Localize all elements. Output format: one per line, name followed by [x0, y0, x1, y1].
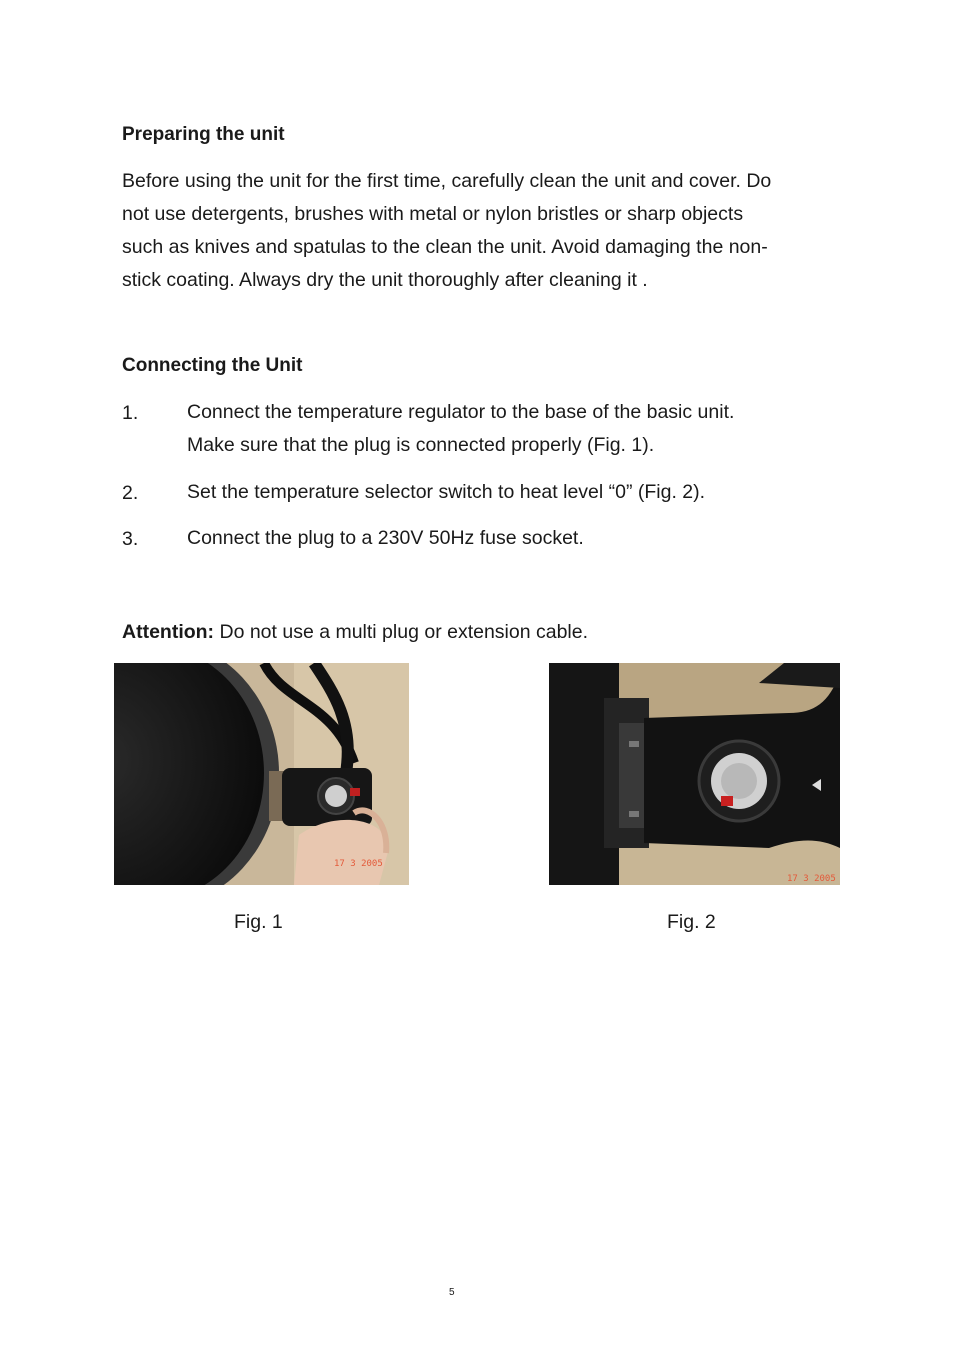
step-line: Set the temperature selector switch to heat level “0” (Fig. 2).	[187, 481, 706, 503]
paragraph-line: stick coating. Always dry the unit thoroughly after cleaning it .	[122, 269, 648, 291]
paragraph-line: such as knives and spatulas to the clean the unit. Avoid damaging the non-	[122, 236, 768, 258]
step-number: 1.	[122, 402, 139, 424]
figure-1-photo	[114, 663, 409, 885]
step-text	[187, 522, 867, 555]
attention-text: Do not use a multi plug or extension cable.	[214, 621, 589, 643]
step-number: 3.	[122, 528, 139, 550]
step-text	[187, 476, 867, 509]
step-number: 2.	[122, 482, 139, 504]
date-stamp: 17 3 2005	[334, 859, 383, 869]
paragraph-preparing	[122, 165, 862, 297]
figure-2-caption: Fig. 2	[667, 911, 716, 933]
step-line: Make sure that the plug is connected properly (Fig. 1).	[187, 434, 655, 456]
step-line: Connect the temperature regulator to the base of the basic unit.	[187, 401, 735, 423]
page-number: 5	[449, 1287, 455, 1298]
date-stamp: 17 3 2005	[787, 874, 836, 884]
paragraph-line: Before using the unit for the first time, carefully clean the unit and cover. Do	[122, 170, 772, 192]
section-heading-preparing: Preparing the unit	[122, 124, 285, 145]
paragraph-line: not use detergents, brushes with metal or nylon bristles or sharp objects	[122, 203, 744, 225]
attention-label: Attention:	[122, 621, 215, 643]
step-line: Connect the plug to a 230V 50Hz fuse socket.	[187, 527, 584, 549]
figure-2-photo	[549, 663, 840, 885]
section-heading-connecting: Connecting the Unit	[122, 355, 303, 376]
attention-note	[122, 616, 588, 649]
figure-1-caption: Fig. 1	[234, 911, 283, 933]
step-text	[187, 396, 867, 462]
